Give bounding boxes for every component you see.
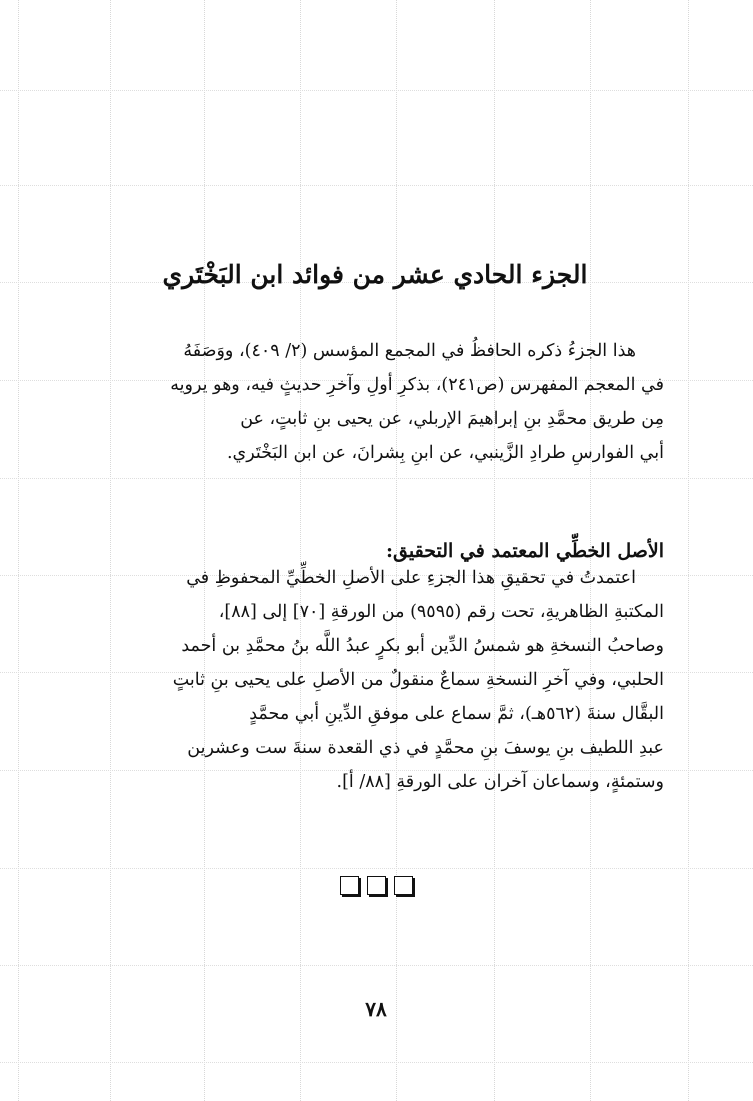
text-line: اعتمدتُ في تحقيقِ هذا الجزءِ على الأصلِ الخطِّيِّ المحفوظِ في	[186, 568, 636, 588]
grid-line	[0, 868, 753, 869]
text-line: الحلبي، وفي آخرِ النسخةِ سماعٌ منقولٌ من الأصلِ على يحيى بنِ ثابتٍ	[172, 670, 664, 690]
text-line: وستمئةٍ، وسماعان آخران على الورقةِ [٨٨/ أ].	[336, 772, 664, 792]
page-number: ٧٨	[365, 997, 387, 1021]
text-line: البقَّال سنةَ (٥٦٢هـ)، ثمَّ سماع على موفقِ الدِّينِ أبي محمَّدٍ	[249, 704, 664, 724]
grid-line	[18, 0, 19, 1101]
intro-paragraph	[108, 334, 664, 470]
grid-line	[0, 185, 753, 186]
text-line: في المعجم المفهرس (ص٢٤١)، بذكرِ أولِ وآخرِ حديثٍ فيه، وهو يرويه	[170, 375, 664, 395]
manuscript-paragraph	[108, 561, 664, 799]
grid-line	[688, 0, 689, 1101]
page-title: الجزء الحادي عشر من فوائد ابن البَخْتَري	[162, 259, 588, 289]
section-end-ornament	[326, 876, 426, 900]
ornament-square-icon	[367, 876, 386, 895]
text-line: هذا الجزءُ ذكره الحافظُ في المجمع المؤسس (٢/ ٤٠٩)، ووَصَفَهُ	[183, 341, 636, 361]
text-line: المكتبةِ الظاهريةِ، تحت رقم (٩٥٩٥) من الورقةِ [٧٠] إلى [٨٨]،	[218, 602, 664, 622]
ornament-square-icon	[394, 876, 413, 895]
grid-line	[0, 1062, 753, 1063]
ornament-square-icon	[340, 876, 359, 895]
text-line: أبي الفوارسِ طرادِ الزَّينبي، عن ابنِ بِشرانَ، عن ابن البَخْتَري.	[226, 443, 664, 463]
section-heading: الأصل الخطِّي المعتمد في التحقيق:	[386, 539, 664, 562]
grid-line	[0, 478, 753, 479]
text-line: وصاحبُ النسخةِ هو شمسُ الدِّين أبو بكرٍ عبدُ اللَّه بنُ محمَّدِ بن أحمد	[181, 636, 664, 656]
grid-line	[0, 965, 753, 966]
grid-line	[0, 90, 753, 91]
text-line: عبدِ اللطيف بنِ يوسفَ بنِ محمَّدٍ في ذي القعدة سنةَ ست وعشرين	[187, 738, 664, 758]
text-line: مِن طريق محمَّدِ بنِ إبراهيمَ الإربلي، عن يحيى بنِ ثابتٍ، عن	[240, 409, 664, 429]
